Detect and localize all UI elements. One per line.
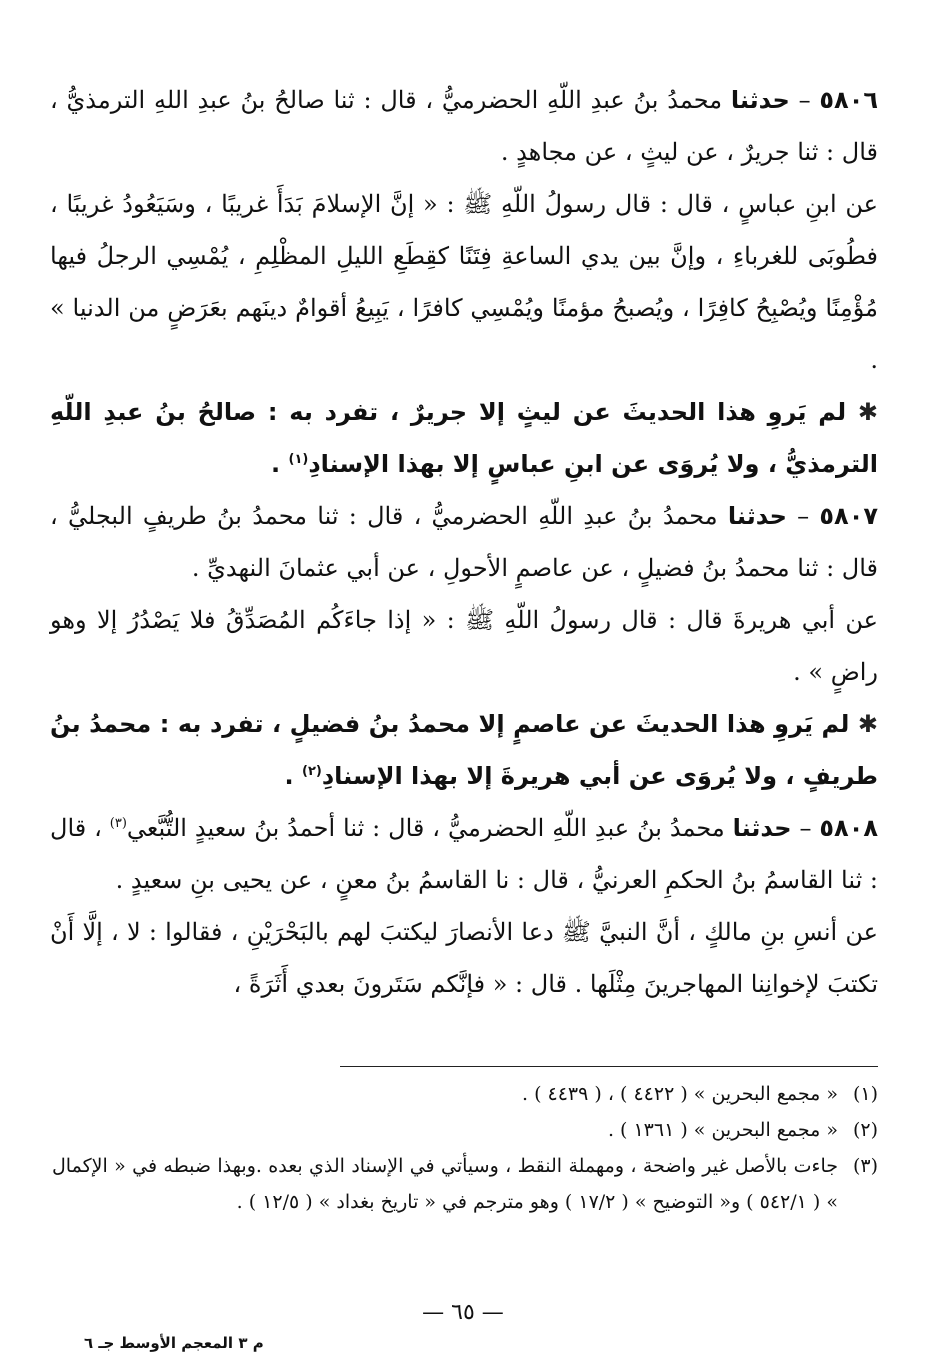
page-body xyxy=(50,74,878,1010)
footnote-ref[interactable]: (٣) xyxy=(109,816,127,831)
footnote-number: (٣) xyxy=(852,1155,878,1177)
comment-end: . xyxy=(271,450,289,478)
isnad-text: محمدُ بنُ عبدِ اللّهِ الحضرميُّ ، قال : ثنا أحمدُ بنُ سعيدٍ التُّبَّعي xyxy=(126,814,725,842)
dash: – xyxy=(791,814,820,842)
footnote-number: (١) xyxy=(852,1083,878,1105)
hadith-5806-comment xyxy=(50,386,878,490)
star-icon: ✱ xyxy=(857,710,878,738)
hadith-5808-matn: عن أنسِ بنِ مالكٍ ، أنَّ النبيَّ ﷺ دعا الأنصارَ ليكتبَ لهم بالبَحْرَيْنِ ، فقالوا : لا ، إلَّا أَنْ تكتبَ لإخوانِنا المهاجرينَ مِثْلَها . قال : « فإنَّكم سَتَرونَ بعدي أَثَرَةً ، xyxy=(50,918,879,998)
hadith-number: ٥٨٠٦ xyxy=(819,86,878,114)
footnote-1 xyxy=(52,1076,878,1112)
comment-text: لم يَروِ هذا الحديثَ عن عاصمٍ إلا محمدُ بنُ فضيلٍ ، تفرد به : محمدُ بنُ طريفٍ ، ولا يُروَى عن أبي هريرةَ إلا بهذا الإسنادِ xyxy=(50,710,878,790)
hadith-5806-isnad xyxy=(50,74,878,178)
hadith-lead: حدثنا xyxy=(732,814,792,842)
hadith-lead: حدثنا xyxy=(730,86,790,114)
dash: – xyxy=(786,502,820,530)
comment-end: . xyxy=(284,762,302,790)
hadith-5807-comment xyxy=(50,698,878,802)
hadith-5807-isnad xyxy=(50,490,878,594)
hadith-5807-matn: عن أبي هريرةَ قال : قال رسولُ اللّهِ ﷺ : « إذا جاءَكُم المُصَدِّقُ فلا يَصْدُرُ إلا وهو راضٍ » . xyxy=(50,606,878,686)
isnad-text: محمدُ بنُ عبدِ اللّهِ الحضرميُّ ، قال : ثنا محمدُ بنُ طريفٍ البجليُّ ، قال : ثنا محمدُ بنُ فضيلٍ ، عن عاصمٍ الأحولِ ، عن أبي عثمانَ النهديِّ . xyxy=(50,502,878,582)
isnad-text: محمدُ بنُ عبدِ اللّهِ الحضرميُّ ، قال : ثنا صالحُ بنُ عبدِ اللهِ الترمذيُّ ، قال : ثنا جريرٌ ، عن ليثٍ ، عن مجاهدٍ . xyxy=(50,86,878,166)
star-icon: ✱ xyxy=(857,398,879,426)
hadith-5806-matn: عن ابنِ عباسٍ ، قال : قال رسولُ اللّهِ ﷺ : « إنَّ الإسلامَ بَدَأَ غريبًا ، وسَيَعُودُ غريبًا ، فطُوبَى للغرباءِ ، وإنَّ بين يدي الساعةِ فِتَنًا كقِطَعِ الليلِ المظْلِمِ ، يُمْسِي الرجلُ فيها مُؤْمِنًا ويُصْبِحُ كافِرًا ، ويُصبحُ مؤمنًا ويُمْسِي كافرًا ، يَبِيعُ أقوامٌ دينَهم بعَرَضٍ من الدنيا » . xyxy=(50,190,878,374)
footnote-2 xyxy=(52,1112,878,1148)
footnotes xyxy=(52,1076,878,1220)
dash: – xyxy=(789,86,820,114)
printer-signature: م ٣ المعجم الأوسط جـ ٦ xyxy=(84,1334,264,1352)
footnote-text: « مجمع البحرين » ( ١٣٦١ ) . xyxy=(607,1119,838,1141)
hadith-number: ٥٨٠٨ xyxy=(819,814,878,842)
footnote-ref[interactable]: (٢) xyxy=(302,764,322,779)
hadith-5808-isnad xyxy=(50,802,878,906)
hadith-lead: حدثنا xyxy=(727,502,787,530)
footnote-text: « مجمع البحرين » ( ٤٤٢٢ ) ، ( ٤٤٣٩ ) . xyxy=(521,1083,838,1105)
comment-text: لم يَروِ هذا الحديثَ عن ليثٍ إلا جريرٌ ، تفرد به : صالحُ بنُ عبدِ اللّهِ الترمذيُّ ، ولا يُروَى عن ابنِ عباسٍ إلا بهذا الإسنادِ xyxy=(50,398,878,478)
footnote-text: جاءت بالأصل غير واضحة ، ومهملة النقط ، وسيأتي في الإسناد الذي بعده .وبهذا ضبطه في « الإكمال » ( ٥٤٢/١ ) و« التوضيح » ( ١٧/٢ ) وهو مترجم في « تاريخ بغداد » ( ١٢/٥ ) . xyxy=(52,1155,838,1213)
page-number: — ٦٥ — xyxy=(422,1300,504,1325)
footnote-number: (٢) xyxy=(852,1119,878,1141)
isnad-text-cont: ، قال : ثنا القاسمُ بنُ الحكمِ العرنيُّ ، قال : نا القاسمُ بنُ معنٍ ، عن يحيى بنِ سعيدٍ . xyxy=(50,814,878,894)
footnote-3 xyxy=(52,1148,878,1220)
footnote-ref[interactable]: (١) xyxy=(288,452,309,467)
footnote-divider xyxy=(340,1066,878,1067)
hadith-number: ٥٨٠٧ xyxy=(819,502,878,530)
